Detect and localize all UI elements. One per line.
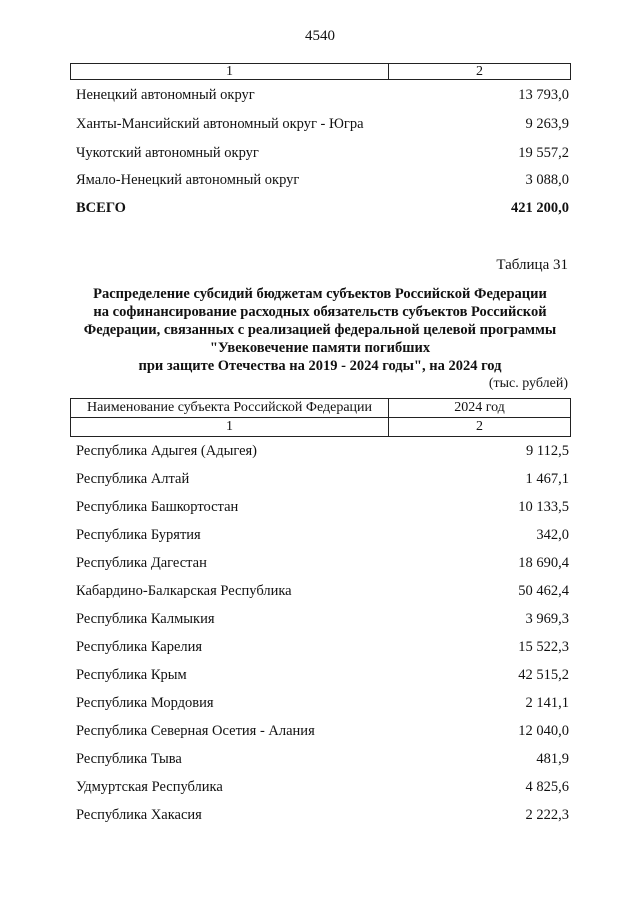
title-line: при защите Отечества на 2019 - 2024 годы", на 2024 год [138,358,502,374]
region-name: Республика Северная Осетия - Алания [76,723,315,739]
table-number-label: Таблица 31 [496,257,568,273]
table-title [60,285,580,375]
col-number-1: 1 [71,418,389,436]
table-row [76,611,569,628]
title-line: на софинансирование расходных обязательств субъектов Российской [93,304,547,320]
region-value: 3 969,3 [525,611,569,627]
region-name: Ямало-Ненецкий автономный округ [76,172,300,188]
total-value: 421 200,0 [511,200,569,216]
region-name: Республика Башкортостан [76,499,239,515]
region-name: Кабардино-Балкарская Республика [76,583,292,599]
region-value: 481,9 [536,751,569,767]
region-value: 9 112,5 [526,443,569,459]
table-row [76,116,569,133]
table-row [76,751,569,768]
header-year: 2024 год [454,400,505,415]
region-value: 2 141,1 [525,695,569,711]
table-row [76,87,569,104]
title-line: Распределение субсидий бюджетам субъектов Российской Федерации [93,286,547,302]
header-region-name: Наименование субъекта Российской Федерации [71,399,389,417]
table-row [76,527,569,544]
table-header [70,398,571,437]
region-value: 15 522,3 [518,639,569,655]
region-name: Республика Крым [76,667,187,683]
region-value: 3 088,0 [525,172,569,188]
table-row [76,667,569,684]
region-name: Республика Бурятия [76,527,201,543]
region-value: 4 825,6 [525,779,569,795]
region-value: 19 557,2 [518,145,569,161]
region-value: 9 263,9 [525,116,569,132]
region-name: Удмуртская Республика [76,779,223,795]
table-row [76,145,569,162]
region-name: Республика Тыва [76,751,182,767]
region-value: 342,0 [536,527,569,543]
region-name: Республика Хакасия [76,807,202,823]
region-value: 42 515,2 [518,667,569,683]
region-name: Ханты-Мансийский автономный округ - Югра [76,116,364,132]
table-row [76,723,569,740]
col-number-2: 2 [476,419,483,434]
table-row [76,695,569,712]
table-row [76,172,569,189]
top-table-column-numbers [70,63,571,80]
region-name: Ненецкий автономный округ [76,87,255,103]
region-value: 18 690,4 [518,555,569,571]
region-value: 1 467,1 [525,471,569,487]
units-label: (тыс. рублей) [488,376,568,391]
region-value: 50 462,4 [518,583,569,599]
title-line: Федерации, связанных с реализацией федеральной целевой программы [83,322,557,338]
total-row [76,200,569,217]
column-numbers-row [71,417,570,436]
region-value: 13 793,0 [518,87,569,103]
region-name: Республика Дагестан [76,555,207,571]
header-row [71,399,570,417]
region-value: 2 222,3 [525,807,569,823]
total-label: ВСЕГО [76,200,126,216]
table-row [76,779,569,796]
table-row [76,807,569,824]
table-row [76,499,569,516]
table-row [76,555,569,572]
region-name: Чукотский автономный округ [76,145,259,161]
region-name: Республика Мордовия [76,695,214,711]
table-row [76,583,569,600]
region-name: Республика Алтай [76,471,190,487]
region-value: 12 040,0 [518,723,569,739]
table-row [76,639,569,656]
page-number: 4540 [305,28,335,44]
region-name: Республика Адыгея (Адыгея) [76,443,258,459]
region-name: Республика Калмыкия [76,611,215,627]
col-number-2: 2 [476,63,483,79]
table-row [76,443,569,460]
region-value: 10 133,5 [518,499,569,515]
title-line: "Увековечение памяти погибших [209,340,431,356]
region-name: Республика Карелия [76,639,203,655]
col-number-1: 1 [71,64,389,79]
table-row [76,471,569,488]
